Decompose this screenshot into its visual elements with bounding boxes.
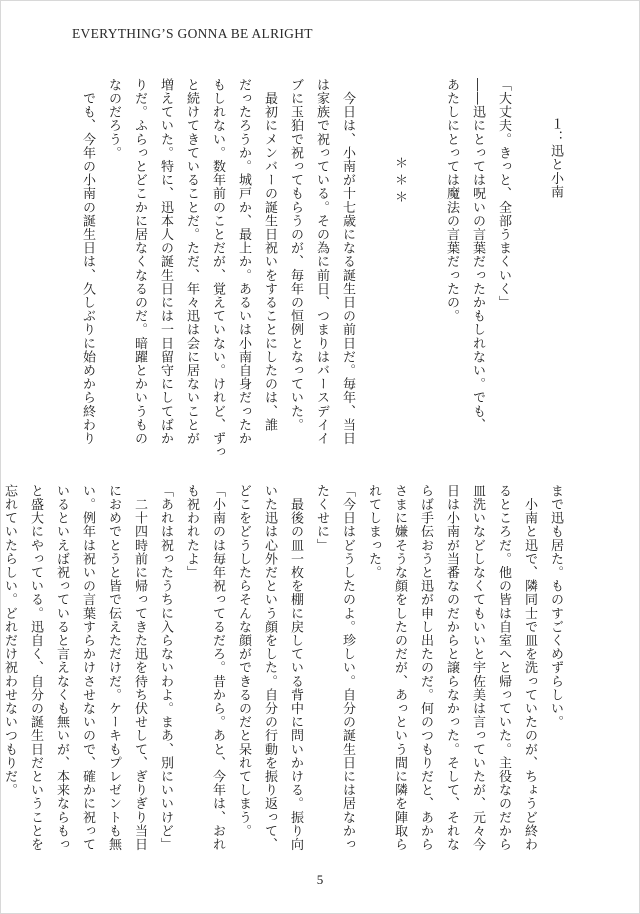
body-line: 最初にメンバーの誕生日祝いをすることにしたのは、誰: [262, 78, 277, 432]
scene-separator: ＊＊＊: [392, 156, 407, 207]
body-line: なのだろう。: [106, 78, 121, 160]
body-line: さまに嫌そうな顔をしたのだが、あっという間に隣を陣取ら: [392, 484, 407, 852]
body-line: りだ。ふらっとどこかに居なくなるのだ。暗躍とかいうもの: [132, 78, 147, 446]
body-line: ブに玉狛で祝ってもらうのが、毎年の恒例となっていた。: [288, 78, 303, 432]
body-line: 「今日はどうしたのよ。珍しい。自分の誕生日には居なかっ: [340, 484, 355, 852]
body-line: におめでとうと皆で伝えただけだ。ケーキもプレゼントも無: [106, 484, 121, 852]
body-line: らば手伝おうと迅が申し出たのだ。何のつもりだと、あから: [418, 484, 433, 852]
body-line: 最後の皿一枚を棚に戻している背中に問いかける。振り向: [288, 484, 303, 852]
body-line: 二十四時前に帰ってきた迅を待ち伏せして、ぎりぎり当日: [132, 484, 147, 852]
lower-text-block: [0, 484, 568, 852]
body-line: と盛大にやっている。迅自く、自分の誕生日だということを: [28, 484, 43, 852]
body-line: 今日は、小南が十七歳になる誕生日の前日だ。毎年、当日: [340, 78, 355, 446]
opening-line: ――迅にとっては呪いの言葉だったかもしれない。でも、: [470, 78, 485, 432]
body-line: いるといえば祝っていると言えなくも無いが、本来ならもっ: [54, 484, 69, 852]
body-line: 増えていた。特に、迅本人の誕生日には一日留守にしてばか: [158, 78, 173, 446]
body-line: どこをどうしたらそんな顔ができるのだと呆れてしまう。: [236, 484, 251, 838]
body-line: でも、今年の小南の誕生日は、久しぶりに始めから終わり: [80, 78, 95, 446]
body-line: 忘れていたらしい。どれだけ祝わせないつもりだ。: [2, 484, 17, 797]
opening-line: あたしにとっては魔法の言葉だったの。: [444, 78, 459, 323]
body-line: 日は小南が当番なのだからと譲らなかった。そして、それな: [444, 484, 459, 852]
spacer: [360, 78, 386, 458]
upper-text-block: [74, 78, 568, 458]
body-line: もしれない。数年前のことだが、覚えていない。けれど、ずっ: [210, 78, 225, 459]
body-line: 小南と迅で、隣同士で皿を洗っていたのが、ちょうど終わ: [522, 484, 537, 852]
body-line: 皿洗いなどしなくてもいいと宇佐美は言っていたが、元々今: [470, 484, 485, 852]
body-line: も祝われたよ」: [184, 484, 199, 580]
body-line: だったろうか。城戸か、最上か。あるいは小南自身だったか: [236, 78, 251, 446]
spacer: [412, 78, 438, 458]
body-line: 「小南のは毎年祝ってるだろ。昔から。あと、今年は、おれ: [210, 484, 225, 852]
body-line: たくせに」: [314, 484, 329, 552]
opening-line: 「大丈夫。きっと、全部うまくいく」: [496, 78, 511, 310]
spacer: [516, 78, 542, 458]
body-line: は家族で祝っている。その為に前日、つまりはバースデイイ: [314, 78, 329, 446]
body-line: 「あれは祝ったうちに入らないわよ。まあ、別にいいけど」: [158, 484, 173, 852]
body-line: れてしまった。: [366, 484, 381, 580]
chapter-title: １：迅と小南: [548, 117, 563, 199]
body-line: と続けてきていることだ。ただ、年々迅は会に居ないことが: [184, 78, 199, 446]
body-line: まで迅も居た。ものすごくめずらしい。: [548, 484, 563, 729]
body-line: い。例年は祝いの言葉すらかけさせないので、確かに祝って: [80, 484, 95, 852]
body-line: るところだ。他の皆は自室へと帰っていた。主役なのだから: [496, 484, 511, 852]
running-header: EVERYTHING’S GONNA BE ALRIGHT: [72, 26, 313, 41]
page-number: 5: [316, 872, 324, 887]
body-line: いた迅は心外だという顔をした。自分の行動を振り返って、: [262, 484, 277, 852]
